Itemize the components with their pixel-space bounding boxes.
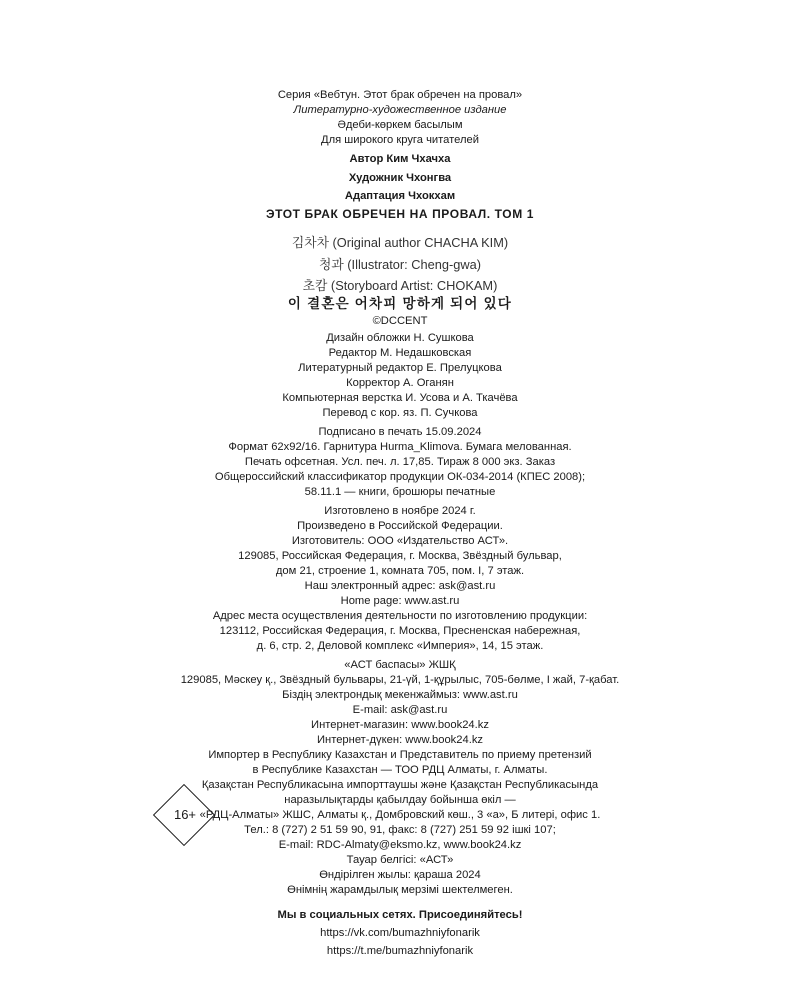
kazakh-line: Өнімнің жарамдылық мерзімі шектелмеген. bbox=[287, 884, 513, 896]
age-rating-label: 16+ bbox=[173, 807, 197, 822]
staff-line: Компьютерная верстка И. Усова и А. Ткачёва bbox=[282, 392, 518, 404]
kazakh-line: Біздің электрондық мекенжаймыз: www.ast.ru bbox=[282, 689, 518, 701]
kazakh-line: Импортер в Республику Казахстан и Представитель по приему претензий bbox=[208, 749, 592, 761]
staff-line: Корректор А. Оганян bbox=[346, 377, 454, 389]
edition-type-kz: Әдеби-көркем басылым bbox=[337, 119, 463, 131]
copyright-line: ©DCCENT bbox=[372, 315, 428, 327]
kazakh-line: Қазақстан Республикасына импорттаушы және Қазақстан Республикасында bbox=[201, 779, 599, 791]
kazakh-line: наразылықтарды қабылдау бойынша өкіл — bbox=[284, 794, 516, 806]
manufacturer-line: Адрес места осуществления деятельности по изготовлению продукции: bbox=[212, 610, 588, 622]
staff-line: Редактор М. Недашковская bbox=[328, 347, 472, 359]
kazakh-line: «РДЦ-Алматы» ЖШС, Алматы қ., Домбровский көш., 3 «а», Б литері, офис 1. bbox=[199, 809, 601, 821]
kazakh-line: Тауар белгісі: «АСТ» bbox=[346, 854, 454, 866]
print-info-line: Формат 62х92/16. Гарнитура Hurma_Klimova. Бумага мелованная. bbox=[228, 441, 572, 453]
kazakh-line: E-mail: RDC-Almaty@eksmo.kz, www.book24.kz bbox=[278, 839, 522, 851]
manufacturer-homepage: Home page: www.ast.ru bbox=[340, 595, 460, 607]
manufacturer-line: д. 6, стр. 2, Деловой комплекс «Империя», 14, 15 этаж. bbox=[256, 640, 544, 652]
social-link-telegram[interactable]: https://t.me/bumazhniyfonarik bbox=[326, 945, 474, 957]
kazakh-line: 129085, Мәскеу қ., Звёздный бульвары, 21-үй, 1-құрылыс, 705-бөлме, I жай, 7-қабат. bbox=[180, 674, 620, 686]
kazakh-line: Тел.: 8 (727) 2 51 59 90, 91, факс: 8 (727) 251 59 92 ішкі 107; bbox=[244, 824, 556, 836]
print-info-line: 58.11.1 — книги, брошюры печатные bbox=[304, 486, 496, 498]
social-link-vk[interactable]: https://vk.com/bumazhniyfonarik bbox=[320, 927, 480, 939]
staff-line: Перевод с кор. яз. П. Сучкова bbox=[322, 407, 478, 419]
kazakh-line: «АСТ баспасы» ЖШҚ bbox=[344, 659, 456, 671]
print-info-line: Общероссийский классификатор продукции ОК-034-2014 (КПЕС 2008); bbox=[214, 471, 586, 483]
manufacturer-email: Наш электронный адрес: ask@ast.ru bbox=[304, 580, 496, 592]
credit-original-author: 김차차 (Original author CHACHA KIM) bbox=[291, 235, 509, 250]
manufacturer-line: Произведено в Российской Федерации. bbox=[297, 520, 503, 532]
credit-storyboard: 초캄 (Storyboard Artist: CHOKAM) bbox=[302, 278, 498, 293]
series-line: Серия «Вебтун. Этот брак обречен на провал» bbox=[277, 89, 523, 101]
kazakh-line: Өндірілген жылы: қараша 2024 bbox=[319, 869, 481, 881]
credit-illustrator: 청과 (Illustrator: Cheng-gwa) bbox=[319, 257, 481, 272]
audience-line: Для широкого круга читателей bbox=[321, 134, 479, 146]
book-title: ЭТОТ БРАК ОБРЕЧЕН НА ПРОВАЛ. ТОМ 1 bbox=[265, 207, 535, 221]
edition-type: Литературно-художественное издание bbox=[293, 104, 507, 116]
kazakh-line: Интернет-дүкен: www.book24.kz bbox=[316, 734, 484, 746]
author-line: Автор Ким Чхачха bbox=[349, 153, 451, 165]
staff-line: Литературный редактор Е. Прелуцкова bbox=[298, 362, 502, 374]
print-info-line: Печать офсетная. Усл. печ. л. 17,85. Тираж 8 000 экз. Заказ bbox=[244, 456, 556, 468]
manufacturer-line: 123112, Российская Федерация, г. Москва, Пресненская набережная, bbox=[219, 625, 581, 637]
adaptation-line: Адаптация Чхокхам bbox=[344, 190, 456, 202]
manufacturer-line: дом 21, строение 1, комната 705, пом. I, 7 этаж. bbox=[275, 565, 525, 577]
korean-title: 이 결혼은 어차피 망하게 되어 있다 bbox=[287, 296, 513, 311]
kazakh-email: E-mail: ask@ast.ru bbox=[352, 704, 448, 716]
artist-line: Художник Чхонгва bbox=[348, 172, 452, 184]
manufacturer-line: Изготовитель: ООО «Издательство АСТ». bbox=[291, 535, 509, 547]
manufacturer-line: Изготовлено в ноябре 2024 г. bbox=[324, 505, 476, 517]
print-info-line: Подписано в печать 15.09.2024 bbox=[318, 426, 482, 438]
kazakh-line: Интернет-магазин: www.book24.kz bbox=[311, 719, 489, 731]
manufacturer-line: 129085, Российская Федерация, г. Москва, Звёздный бульвар, bbox=[238, 550, 562, 562]
staff-line: Дизайн обложки Н. Сушкова bbox=[326, 332, 474, 344]
kazakh-line: в Республике Казахстан — ТОО РДЦ Алматы, г. Алматы. bbox=[252, 764, 548, 776]
social-heading: Мы в социальных сетях. Присоединяйтесь! bbox=[277, 909, 523, 921]
